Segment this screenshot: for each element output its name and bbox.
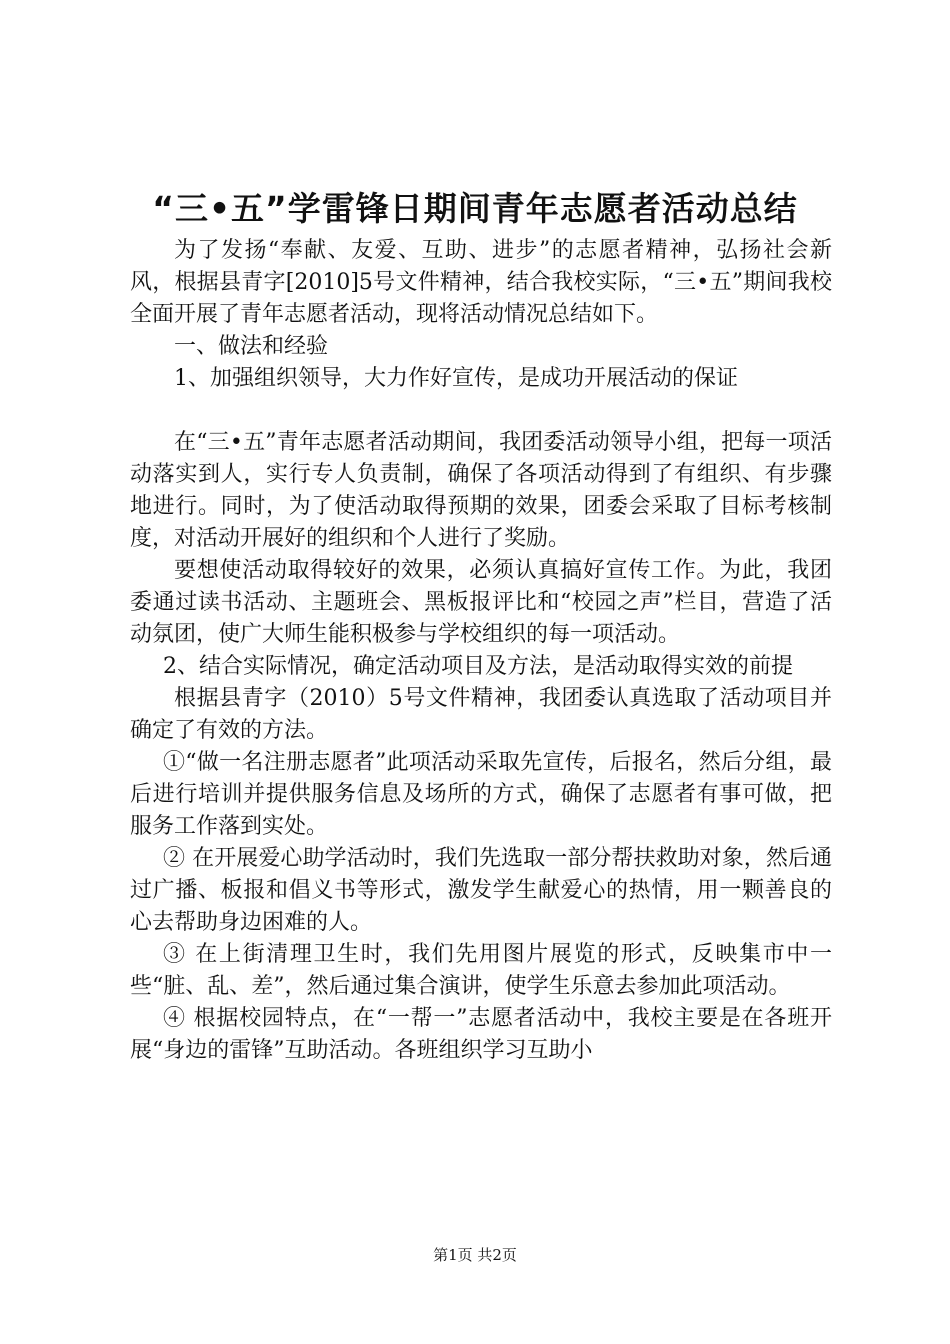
subsection-heading-1: 1、加强组织领导，大力作好宣传，是成功开展活动的保证 (174, 366, 738, 391)
list-item-2: ② 在开展爱心助学活动时，我们先选取一部分帮扶救助对象，然后通过广播、板报和倡义书等形式，激发学生献爱心的热情，用一颗善良的心去帮助身边困难的人。 (130, 846, 832, 935)
list-item-3: ③ 在上街清理卫生时，我们先用图片展览的形式，反映集市中一些“脏、乱、差”，然后通过集合演讲，使学生乐意去参加此项活动。 (130, 942, 832, 999)
body-paragraph-document-basis: 根据县青字（2010）5号文件精神，我团委认真选取了活动项目并确定了有效的方法。 (130, 686, 832, 743)
list-item-4: ④ 根据校园特点，在“一帮一”志愿者活动中，我校主要是在各班开展“身边的雷锋”互助活动。各班组织学习互助小 (130, 1006, 832, 1063)
subsection-heading-2: 2、结合实际情况，确定活动项目及方法，是活动取得实效的前提 (163, 654, 793, 679)
body-paragraph-publicity: 要想使活动取得较好的效果，必须认真搞好宣传工作。为此，我团委通过读书活动、主题班会、黑板报评比和“校园之声”栏目，营造了活动氛团，使广大师生能积极参与学校组织的每一项活动。 (130, 558, 832, 647)
page-footer: 第1页 共2页 (433, 1246, 517, 1264)
section-heading: 一、做法和经验 (174, 334, 329, 359)
list-item-1: ①“做一名注册志愿者”此项活动采取先宣传，后报名，然后分组，最后进行培训并提供服务信息及场所的方式，确保了志愿者有事可做，把服务工作落到实处。 (130, 750, 832, 839)
intro-paragraph: 为了发扬“奉献、友爱、互助、进步”的志愿者精神，弘扬社会新风，根据县青字[2010]5号文件精神，结合我校实际，“三•五”期间我校全面开展了青年志愿者活动，现将活动情况总结如下。 (130, 238, 832, 327)
document-body (130, 235, 832, 1067)
document-title: “三•五”学雷锋日期间青年志愿者活动总结 (152, 189, 798, 228)
body-paragraph-leadership: 在“三•五”青年志愿者活动期间，我团委活动领导小组，把每一项活动落实到人，实行专人负责制，确保了各项活动得到了有组织、有步骤地进行。同时，为了使活动取得预期的效果，团委会采取了目标考核制度，对活动开展好的组织和个人进行了奖励。 (130, 430, 832, 551)
